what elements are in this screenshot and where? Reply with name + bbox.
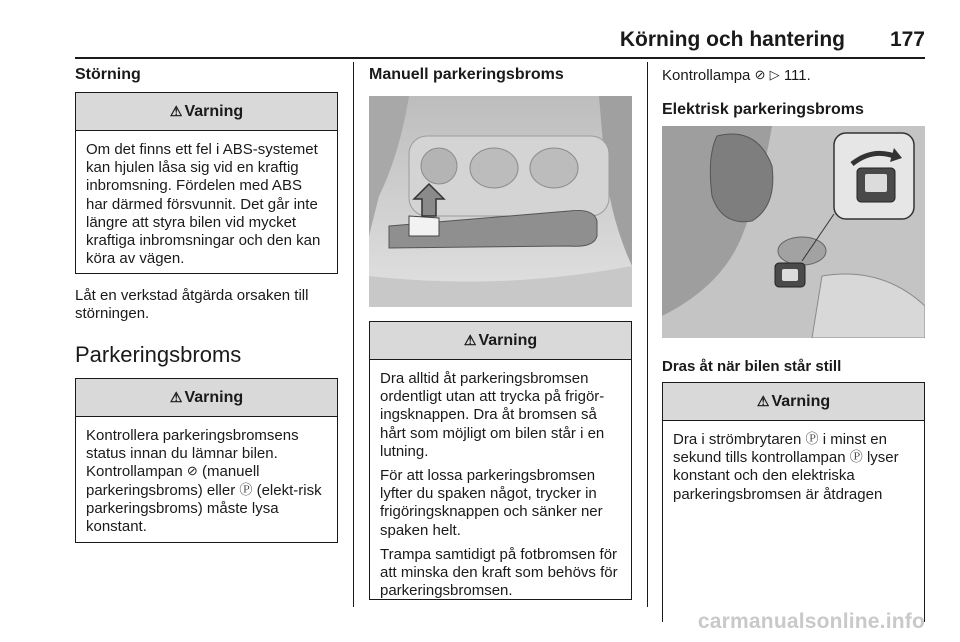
warning-box-manual	[369, 321, 632, 600]
warning-text-c: lyser konstant och den elektriska parkeringsbromsen är åtdragen	[673, 449, 899, 503]
warning-paragraph-1: Dra alltid åt parkeringsbromsen ordentligt utan att trycka på frigör-ingsknappen. Dra åt bromsen så hårt som möjligt om bilen står i en lutning.	[380, 370, 605, 460]
electric-brake-photo	[662, 126, 925, 338]
page-number: 177	[889, 28, 925, 51]
warning-label: Varning	[771, 392, 831, 410]
warning-text-a: Dra i strömbrytaren	[673, 431, 806, 448]
warning-text-c: (elekt-risk parkeringsbroms) måste lysa konstant.	[86, 481, 322, 536]
page-reference	[662, 67, 925, 85]
header-rule	[75, 57, 925, 59]
warning-paragraph-2: För att lossa parkeringsbromsen lyfter du spaken något, trycker in frigöringsknappen och sänker ner spaken helt.	[380, 467, 603, 539]
brake-lamp-icon: ⊘	[186, 463, 198, 479]
section-title: Körning och hantering	[619, 28, 845, 51]
page-header	[0, 0, 960, 50]
heading-elektrisk: Elektrisk parkeringsbroms	[662, 101, 864, 118]
brake-lamp-icon: ⊘	[754, 67, 766, 82]
warning-text	[370, 360, 631, 612]
heading-manuell: Manuell parkeringsbroms	[369, 66, 564, 83]
paragraph-verkstad: Låt en verkstad åtgärda orsaken till störningen.	[75, 287, 309, 322]
warning-box-status	[75, 378, 338, 543]
column-1	[75, 62, 338, 543]
watermark: carmanualsonline.info	[697, 610, 925, 633]
warning-header	[370, 322, 631, 360]
column-divider-1	[353, 62, 354, 607]
warning-text	[76, 417, 337, 542]
heading-parkeringsbroms: Parkeringsbroms	[75, 342, 242, 367]
warning-header	[76, 93, 337, 131]
page-reference-arrow-icon: ▷	[769, 67, 780, 82]
warning-label: Varning	[184, 388, 244, 406]
warning-triangle-icon: ⚠	[169, 389, 183, 405]
warning-box-abs	[75, 92, 338, 274]
reference-page: 111.	[783, 67, 811, 84]
column-3	[662, 62, 925, 119]
warning-text-a: Kontrollera parkeringsbromsens status innan du lämnar bilen. Kontrollampan	[86, 427, 299, 481]
column-2	[369, 62, 632, 84]
warning-text-b: (manuell parkeringsbroms) eller	[86, 463, 260, 499]
heading-storning: Störning	[75, 66, 141, 83]
warning-triangle-icon: ⚠	[756, 393, 770, 409]
warning-box-electric	[662, 382, 925, 622]
warning-triangle-icon: ⚠	[463, 332, 477, 348]
warning-text: Om det finns ett fel i ABS-systemet kan hjulen låsa sig vid en kraftig inbromsning. Fördelen med ABS har därmed försvunnit. Det går inte längre att styra bilen vid mycket kraftiga inbromsningar och den kan köra av vägen.	[86, 141, 321, 268]
subheading-still: Dras åt när bilen står still	[662, 358, 842, 375]
column-divider-2	[647, 62, 648, 607]
electric-parking-brake-icon: Ⓟ	[849, 449, 863, 465]
electric-parking-brake-icon: Ⓟ	[239, 481, 253, 497]
warning-paragraph-3: Trampa samtidigt på fotbromsen för att minska den kraft som behövs för parkeringsbromsen.	[380, 545, 618, 600]
warning-label: Varning	[184, 102, 244, 120]
warning-header	[663, 383, 924, 421]
warning-header	[76, 379, 337, 417]
warning-label: Varning	[478, 331, 538, 349]
handbrake-photo	[369, 96, 632, 307]
column-3-lower	[662, 358, 925, 375]
warning-text-b: i minst en sekund tills kontrollampan	[673, 431, 887, 467]
electric-parking-brake-icon: Ⓟ	[805, 431, 819, 446]
warning-triangle-icon: ⚠	[169, 103, 183, 119]
reference-prefix: Kontrollampa	[662, 67, 755, 84]
warning-text	[663, 421, 924, 510]
